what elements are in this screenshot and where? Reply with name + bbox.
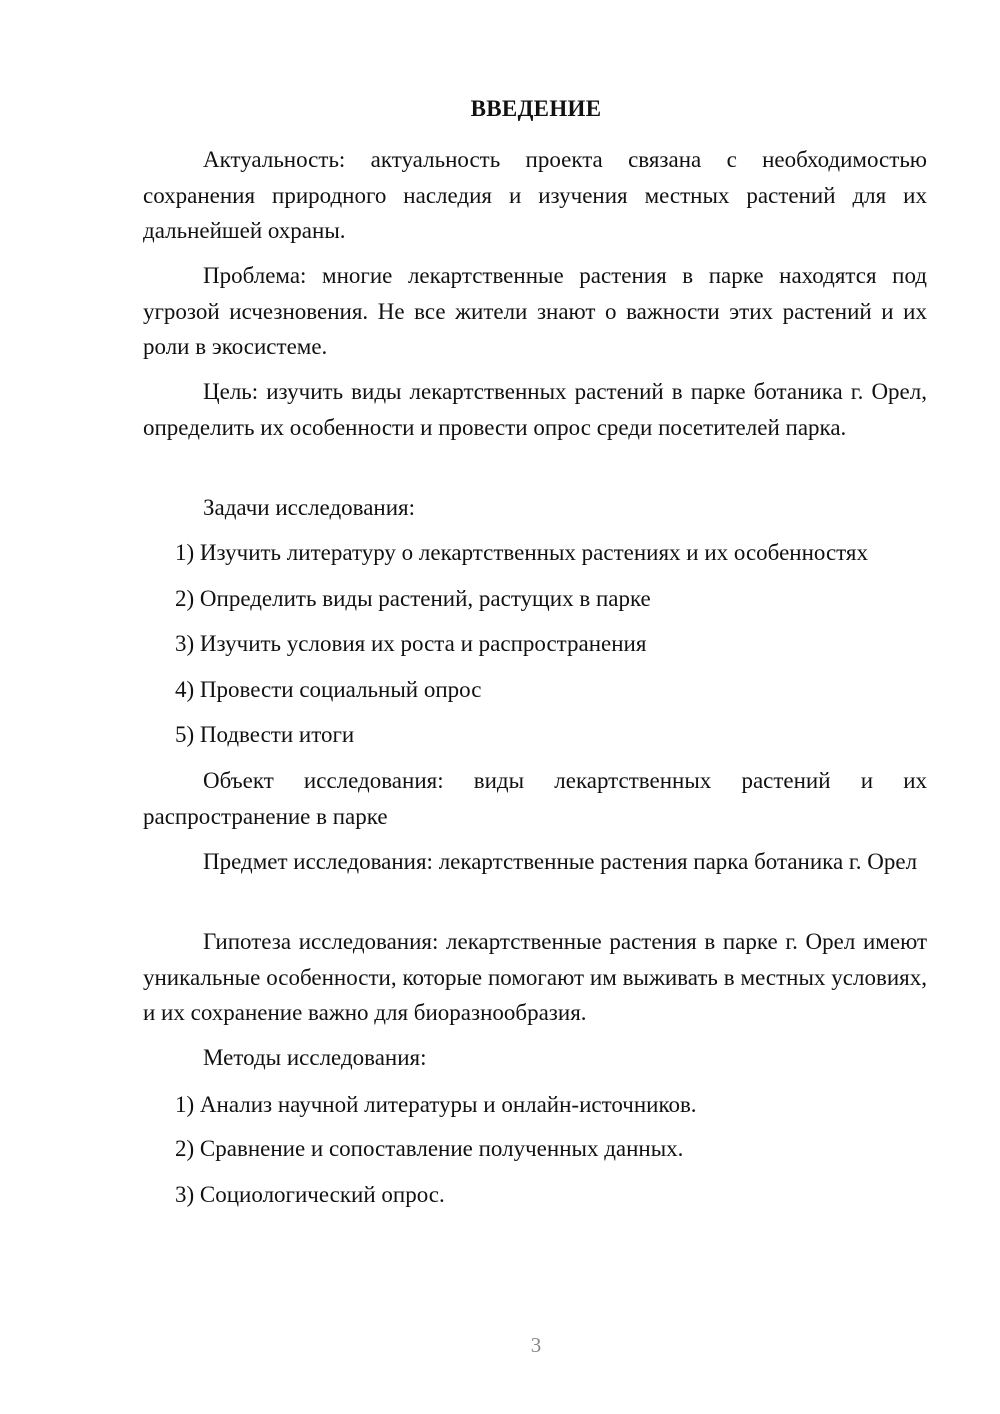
method-item-3: 3) Социологический опрос. bbox=[175, 1182, 445, 1207]
subject-paragraph: Предмет исследования: лекартственные растения парка ботаника г. Орел bbox=[203, 849, 918, 874]
page-title: ВВЕДЕНИЕ bbox=[470, 96, 602, 121]
task-item-2: 2) Определить виды растений, растущих в парке bbox=[175, 586, 651, 611]
hypothesis-paragraph: Гипотеза исследования: лекартственные растения в парке г. Орел имеют уникальные особенности, которые помогают им выживать в местных условиях, и их сохранение важно для биоразнообразия. bbox=[143, 929, 927, 1025]
task-item-3: 3) Изучить условия их роста и распространения bbox=[175, 631, 647, 656]
relevance-paragraph: Актуальность: актуальность проекта связана с необходимостью сохранения природного наследия и изучения местных растений для их дальнейшей охраны. bbox=[143, 147, 927, 243]
method-item-2: 2) Сравнение и сопоставление полученных данных. bbox=[175, 1136, 684, 1161]
goal-paragraph: Цель: изучить виды лекартственных растений в парке ботаника г. Орел, определить их особенности и провести опрос среди посетителей парка. bbox=[143, 379, 927, 440]
methods-heading: Методы исследования: bbox=[203, 1045, 427, 1070]
problem-paragraph: Проблема: многие лекартственные растения в парке находятся под угрозой исчезновения. Не все жители знают о важности этих растений и их роли в экосистеме. bbox=[143, 263, 927, 359]
task-item-1: 1) Изучить литературу о лекартственных растениях и их особенностях bbox=[175, 540, 869, 565]
page-number: 3 bbox=[530, 1333, 542, 1357]
method-item-1: 1) Анализ научной литературы и онлайн-источников. bbox=[175, 1092, 697, 1117]
task-item-5: 5) Подвести итоги bbox=[175, 722, 355, 747]
tasks-heading: Задачи исследования: bbox=[203, 495, 416, 520]
object-paragraph: Объект исследования: виды лекартственных растений и их распространение в парке bbox=[143, 768, 927, 829]
task-item-4: 4) Провести социальный опрос bbox=[175, 677, 482, 702]
